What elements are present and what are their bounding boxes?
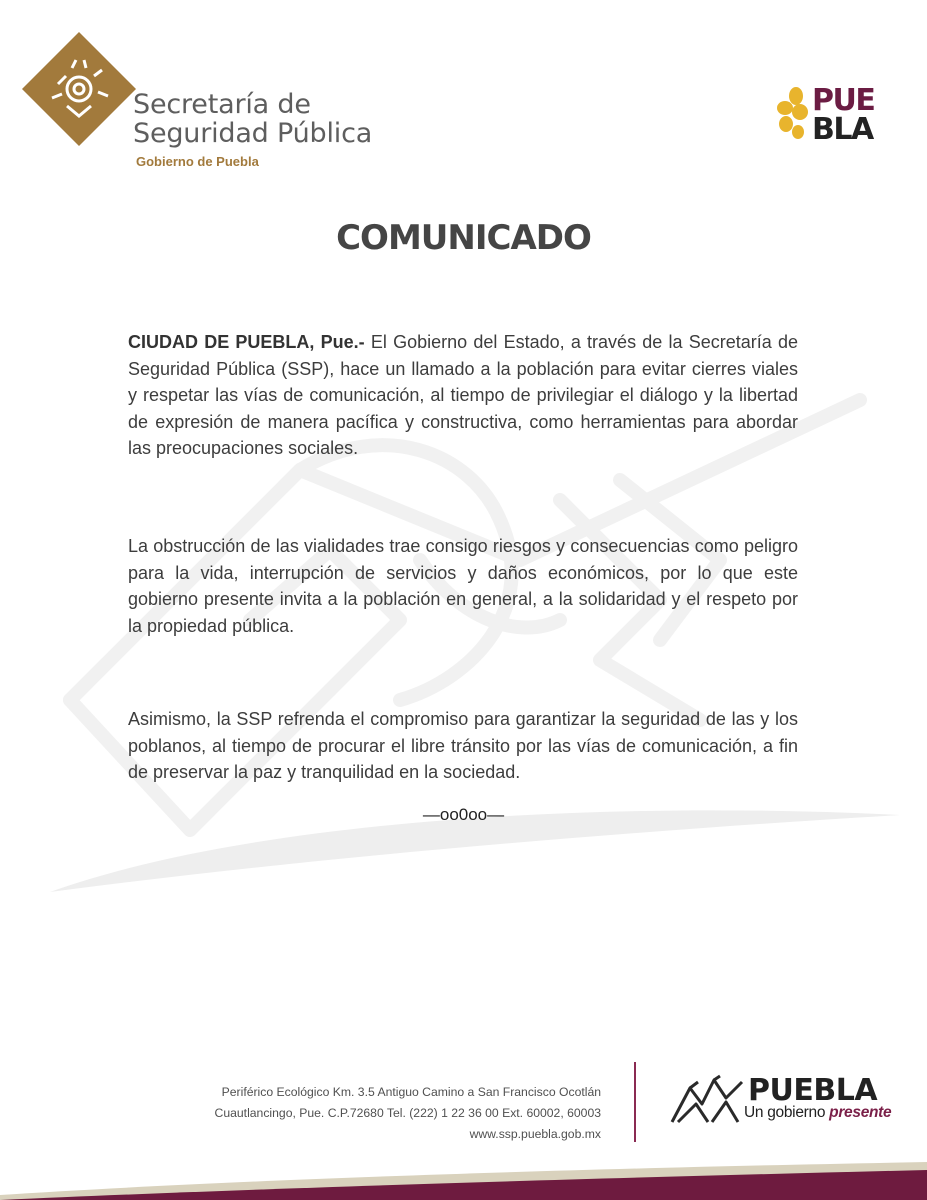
footer-address — [215, 1082, 601, 1145]
tagline-highlight: presente — [829, 1104, 892, 1121]
website-link[interactable]: www.ssp.puebla.gob.mx — [469, 1127, 601, 1141]
paragraph-1-text: El Gobierno del Estado, a través de la Secretaría de Seguridad Pública (SSP), hace un llamado a la población para evitar cierres viales y respetar las vías de comunicación, al tiempo de privilegiar el diálogo y la libertad de expresión de manera pacífica y constructiva, como herramientas para abordar las preocupaciones sociales. — [128, 332, 798, 459]
puebla-logo-text — [812, 83, 875, 147]
government-label: Gobierno de Puebla — [136, 154, 259, 169]
address-line-1: Periférico Ecológico Km. 3.5 Antiguo Camino a San Francisco Ocotlán — [221, 1085, 601, 1099]
tagline-prefix: Un gobierno — [744, 1104, 830, 1121]
footer-wave-band — [0, 1140, 927, 1200]
page-title: COMUNICADO — [336, 218, 591, 258]
paragraph-1 — [128, 329, 798, 462]
agency-name — [133, 90, 372, 148]
footer-tagline — [744, 1104, 891, 1122]
agency-name-line2: Seguridad Pública — [133, 118, 373, 149]
closing-mark: —oo0oo— — [422, 805, 505, 824]
ssp-emblem-logo — [22, 32, 136, 146]
puebla-flower-icon — [776, 86, 816, 146]
paragraph-3: Asimismo, la SSP refrenda el compromiso para garantizar la seguridad de las y los poblanos, al tiempo de procurar el libre tránsito por las vías de comunicación, a fin de preservar la paz y tranquilidad en la sociedad. — [128, 709, 798, 783]
puebla-logo-line2: BLA — [812, 112, 873, 147]
dateline: CIUDAD DE PUEBLA, Pue.- — [128, 332, 365, 352]
puebla-people-logo-icon — [668, 1074, 748, 1130]
agency-name-line1: Secretaría de — [133, 89, 311, 120]
paragraph-2: La obstrucción de las vialidades trae consigo riesgos y consecuencias como peligro para la vida, interrupción de servicios y daños económicos, por lo que este gobierno presente invita a la población en general, a la solidaridad y el respeto por la propiedad pública. — [128, 536, 798, 636]
footer-divider — [634, 1062, 636, 1142]
puebla-logo-line1: PUE — [812, 83, 875, 118]
address-line-2: Cuautlancingo, Pue. C.P.72680 Tel. (222) 1 22 36 00 Ext. 60002, 60003 — [214, 1106, 601, 1120]
footer-brand-name: PUEBLA — [748, 1073, 878, 1108]
